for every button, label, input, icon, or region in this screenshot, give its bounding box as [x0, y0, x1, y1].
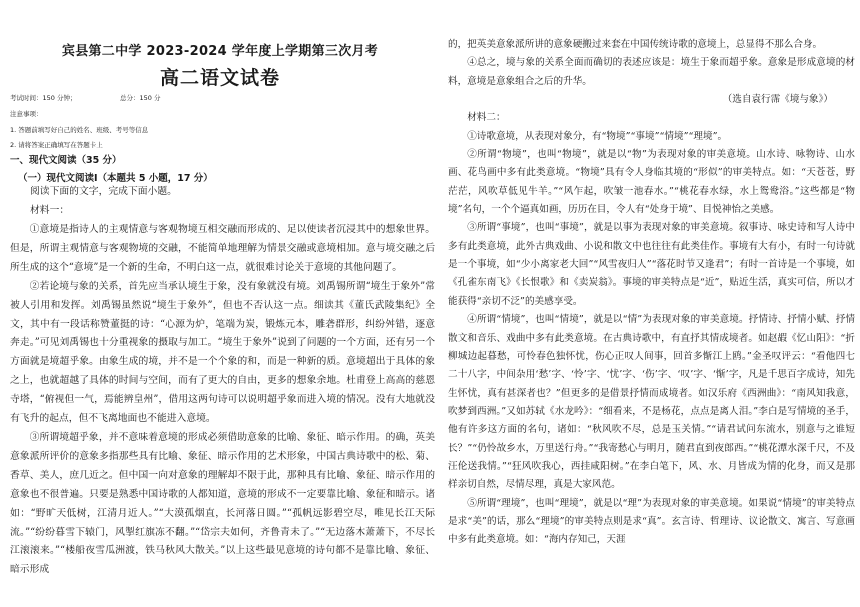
right-column	[442, 0, 860, 607]
right-paragraph: ③所谓“事境”，也叫“事境”，就是以事为表现对象的审美意境。叙事诗、咏史诗和写人诗中多有此类意境，此外古典戏曲、小说和散文中也往往有此类佳作。事境有大有小，有时一句诗就是一个事境，如“少小离家老大回”“风雪夜归人”“落花时节又逢君”；有时一首诗是一个事境，如《孔雀东南飞》《长恨歌》和《卖炭翁》。事境的审美特点是“近”，贴近生活，真实可信，所以才能获得“亲切不泛”的美感享受。	[448, 222, 855, 307]
right-paragraph: ④总之，境与象的关系全面而确切的表述应该是：境生于象而超乎象。意象是形成意境的材料，意境是意象组合之后的升华。	[448, 57, 855, 87]
exam-total-score: 总分：150 分	[120, 94, 161, 102]
notice-item-1: 1. 答题前填写好自己的姓名、班级、考号等信息	[10, 126, 149, 134]
right-paragraph: ②所谓“物境”，也叫“物境”，就是以“物”为表现对象的审美意境。山水诗、咏物诗、山水画、花鸟画中多有此类意境。“物境”具有令人身临其境的“形似”的审美特点。如：“天苍苍，野茫茫，风吹草低见牛羊。”“风乍起，吹皱一池春水。”“桃花春水绿，水上鸳鸯浴。”这些都是“物境”名句，一个个逼真如画，历历在目，令人有“处身于境”、目悦神怡之美感。	[448, 149, 855, 216]
section-heading: 一、现代文阅读（35 分）	[10, 155, 122, 166]
material-1-source: （选自袁行霈《境与象》）	[722, 94, 833, 106]
right-paragraph: ⑤所谓“理境”，也叫“理境”，就是以“理”为表现对象的审美意境。如果说“情境”的审美特点是求“美”的话，那么“理境”的审美特点则是求“真”。玄言诗、哲理诗、议论散文、寓言、写意画中多有此类意境。如：“海内存知己，天涯	[448, 497, 855, 546]
notice-item-2: 2. 请将答案正确填写在答题卡上	[10, 141, 103, 149]
right-paragraph: 材料二：	[467, 112, 506, 124]
right-paragraph: 的，把英美意象派所讲的意象硬搬过来套在中国传统诗歌的意境上，总显得不那么合身。	[448, 39, 823, 50]
material-1-label: 材料一：	[30, 205, 70, 216]
material-1-paragraph-3: ③所谓境超乎象，并不意味着意境的形成必须借助意象的比喻、象征、暗示作用。的确，英美意象派所评价的意象多指那些具有比喻、象征、暗示作用的艺术形象，中国古典诗歌中的松、菊、香草、美人，庶几近之。但中国一向对意象的理解却不限于此，那种具有比喻、象征、暗示作用的意象也不很普遍。只要是熟悉中国诗歌的人都知道，意境的形成不一定要靠比喻、象征和暗示。诸如：“野旷天低树，江清月近人。”“大漠孤烟直，长河落日圆。”“孤帆远影碧空尽，唯见长江天际流。”“纷纷暮雪下辕门，风掣红旗冻不翻。”“岱宗夫如何，齐鲁青未了。”“无边落木萧萧下，不尽长江滚滚来。”“楼船夜雪瓜洲渡，铁马秋风大散关。”以上这些最见意境的诗句都不是靠比喻、象征、暗示形成	[10, 431, 435, 576]
material-1-body	[10, 221, 435, 580]
right-column-body	[448, 36, 855, 550]
reading-instruction: 阅读下面的文字，完成下面小题。	[30, 186, 177, 197]
notice-title: 注意事项：	[10, 110, 43, 118]
subject-title: 高二语文试卷	[159, 67, 280, 89]
material-1-paragraph-1: ①意境是指诗人的主观情意与客观物境互相交融而形成的、足以使读者沉浸其中的想象世界。但是，所谓主观情意与客观物境的交融，不能简单地理解为情景交融或意境相加。意与境交融之后所生成的这个“意境”是一个新的生命，不明白这一点，就很难讨论关于意境的其他问题了。	[10, 224, 435, 273]
school-exam-title: 宾县第二中学 2023-2024 学年度上学期第三次月考	[61, 44, 379, 59]
exam-time: 考试时间：150 分钟；	[10, 94, 77, 102]
subsection-heading: （一）现代文阅读Ⅰ（本题共 5 小题，17 分）	[18, 173, 213, 184]
right-paragraph: ①诗歌意境，从表现对象分，有“物境”“事境”“情境”“理境”。	[467, 130, 728, 142]
right-paragraph: ④所谓“情境”，也叫“情境”，就是以“情”为表现对象的审美意境。抒情诗、抒情小赋、抒情散文和音乐、戏曲中多有此类意境。在古典诗歌中，有直抒其情成境者。如赵嘏《忆山阳》：“折柳城边起暮愁，可怜春色独怀忧，伤心正叹人间事，回首多惭江上鸥。”金圣叹评云：“看他四七二十八字，中间杂用‘愁’字、‘怜’字、‘忧’字、‘伤’字、‘叹’字、‘惭’字，凡是千思百字成诗，知先生怀忧，真有甚深者也？”但更多的是借景抒情而成境者。如汉乐府《西洲曲》：“南风知我意，吹梦到西洲。”又如苏轼《水龙吟》：“细看来，不是杨花，点点是离人泪。”李白是写情境的圣手，他有许多这方面的名句，诸如：“秋风吹不尽，总是玉关情。”“请君试问东流水，别意与之谁短长？”“仍怜故乡水，万里送行舟。”“我寄愁心与明月，随君直到夜郎西。”“桃花潭水深千尺，不及汪伦送我情。”“狂风吹我心，西挂咸阳树。”在李白笔下，风、水、月皆成为情的化身，而又是那样亲切自然，尽情尽理，真是大家风范。	[448, 314, 855, 491]
material-1-paragraph-2: ②若论境与象的关系，首先应当承认境生于象，没有象就没有境。刘禹锡所谓“境生于象外”常被人引用和发挥。刘禹锡虽然说“境生于象外”，但也不否认这一点。细读其《董氏武陵集纪》全文，其中有一段话称赞董挺的诗：“心源为炉，笔端为炭，锻炼元本，雕砻群形，纠纷舛错，逐意奔走。”可见刘禹锡也十分重视象的摄取与加工。“境生于象外”说到了问题的一个方面，还有另一个方面就是境超乎象。由象生成的境，并不是一个个象的和，而是一种新的质。意境超出于具体的象之上，也就超越了具体的时间与空间，而有了更大的自由，更多的想象余地。杜甫登上高高的慈恩寺塔，“俯视但一气，焉能辨皇州”，借用这两句诗可以说明超乎象而进入境的情况。没有大地就没有飞升的起点，但不飞离地面也不能进入意境。	[10, 280, 435, 425]
